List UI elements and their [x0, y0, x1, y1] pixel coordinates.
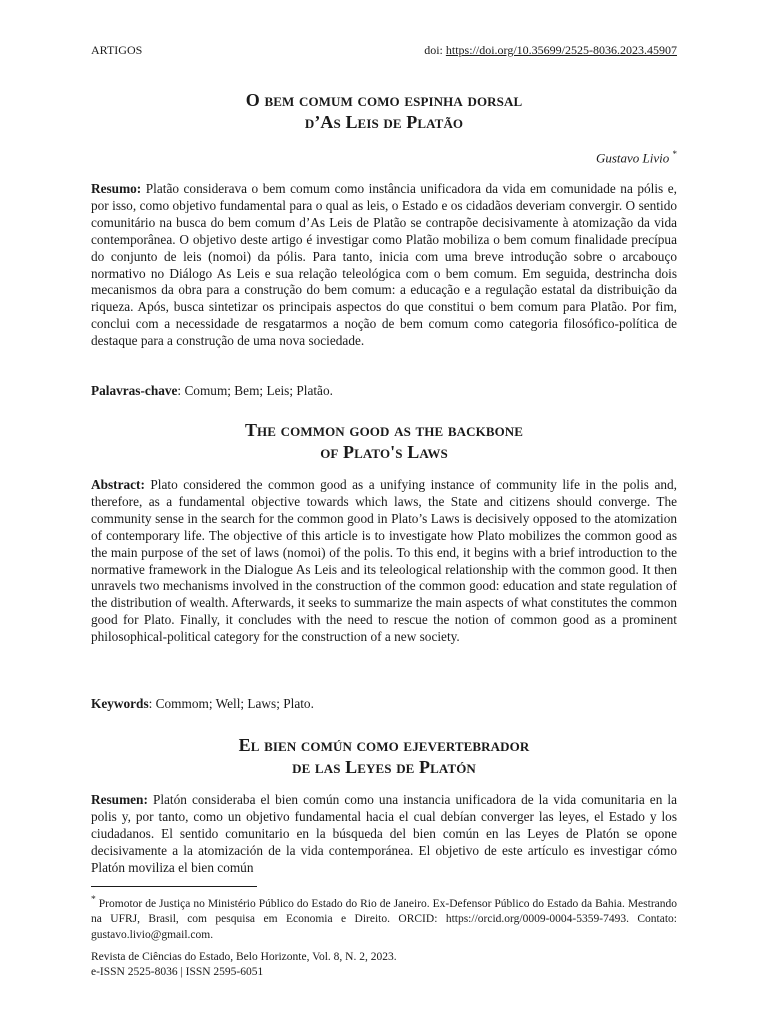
title-en-line1: The common good as the backbone: [244, 420, 524, 440]
keywords-pt: [91, 383, 677, 400]
author: [596, 146, 677, 166]
author-footnote-mark[interactable]: *: [672, 149, 677, 159]
title-es-line2: de las Leyes de Platón: [292, 757, 476, 777]
doi-link[interactable]: https://doi.org/10.35699/2525-8036.2023.45907: [445, 43, 677, 57]
abstract-pt-text: Platão considerava o bem comum como instância unificadora da vida em comunidade na pólis e, por isso, como objetivo fundamental para o qual as leis, o Estado e os cidadãos deveriam convergir. O sentido comunitário na busca do bem comum d’As Leis de Platão se contrapõe decisivamente à atomização da vida contemporânea. O objetivo deste artigo é investigar como Platão mobiliza o bem comum finalidade precípua do conjunto de leis (nomoi) da pólis. Para tanto, inicia com uma breve introdução sobre o arcabouço normativo no Diálogo As Leis e sua relação teleológica com o bem comum. Em seguida, destrincha dois mecanismos da obra para a construção do bem comum: a educação e a regulação estatal da distribuição da riqueza. Após, busca sintetizar os principais aspectos do que constitui o bem comum para Platão. Por fim, conclui com a necessidade de resgatarmos a noção de bem comum como categoria filosófico-política de destaque para a construção de uma nova sociedade.: [91, 181, 677, 349]
keywords-en-text: : Commom; Well; Laws; Plato.: [148, 696, 314, 711]
journal-issn: e-ISSN 2525-8036 | ISSN 2595-6051: [91, 966, 264, 978]
section-label: ARTIGOS: [91, 43, 143, 57]
abstract-es: [91, 792, 677, 877]
title-pt: [91, 89, 677, 133]
title-es-line1: El bien común como ejevertebrador: [238, 735, 530, 755]
title-es: [91, 734, 677, 778]
title-pt-line1: O bem comum como espinha dorsal: [245, 90, 523, 110]
footnote: [91, 892, 677, 943]
keywords-pt-label: Palavras-chave: [91, 383, 178, 398]
footnote-text: Promotor de Justiça no Ministério Público do Estado do Rio de Janeiro. Ex-Defensor Público do Estado da Bahia. Mestrando na UFRJ, Brasil, com pesquisa em Economia e Direito. ORCID: https://orcid.org/0009-0004-5359-7493. Contato: gustavo.livio@gmail.com.: [91, 897, 677, 941]
title-en: [91, 419, 677, 463]
doi-prefix: doi:: [424, 43, 446, 57]
keywords-en: [91, 696, 677, 713]
keywords-en-label: Keywords: [91, 696, 149, 711]
abstract-pt: [91, 181, 677, 350]
footnote-mark: *: [91, 894, 96, 905]
abstract-en-text: Plato considered the common good as a unifying instance of community life in the polis and, therefore, as a fundamental objective towards which laws, the State and citizens should converge. The community sense in the search for the common good in Plato’s Laws is decisively opposed to the atomization of contemporary life. The objective of this article is to investigate how Plato mobilizes the common good as the main purpose of the set of laws (nomoi) of the polis. To this end, it begins with a brief introduction to the normative framework in the Dialogue As Leis and its teleological relationship with the common good. It then unravels two mechanisms involved in the construction of the common good: education and state regulation of the distribution of wealth. Afterwards, it seeks to summarize the main aspects of what constitutes the common good for Plato. Finally, it concludes with the need to rescue the notion of common good as a prominent philosophical-political category for the construction of a new society.: [91, 477, 677, 645]
footnote-divider: [91, 886, 257, 887]
abstract-pt-label: Resumo:: [91, 181, 142, 196]
journal-footer: [91, 950, 397, 980]
author-name: Gustavo Livio: [595, 150, 670, 166]
journal-citation: Revista de Ciências do Estado, Belo Horizonte, Vol. 8, N. 2, 2023.: [91, 951, 397, 963]
title-en-line2: of Plato's Laws: [320, 442, 448, 462]
abstract-es-text: Platón consideraba el bien común como una instancia unificadora de la vida comunitaria en la polis y, por tanto, como un objetivo fundamental hacia el cual debían converger las leyes, el Estado y los ciudadanos. El sentido comunitario en la búsqueda del bien común en las Leyes de Platón se opone decisivamente a la atomización de la vida contemporánea. El objetivo de este artículo es investigar cómo Platón moviliza el bien común: [91, 792, 677, 875]
keywords-pt-text: : Comum; Bem; Leis; Platão.: [177, 383, 333, 398]
abstract-en: [91, 477, 677, 646]
title-pt-line2: d’As Leis de Platão: [304, 112, 464, 132]
doi: [424, 42, 677, 58]
abstract-en-label: Abstract:: [91, 477, 145, 492]
abstract-es-label: Resumen:: [91, 792, 148, 807]
